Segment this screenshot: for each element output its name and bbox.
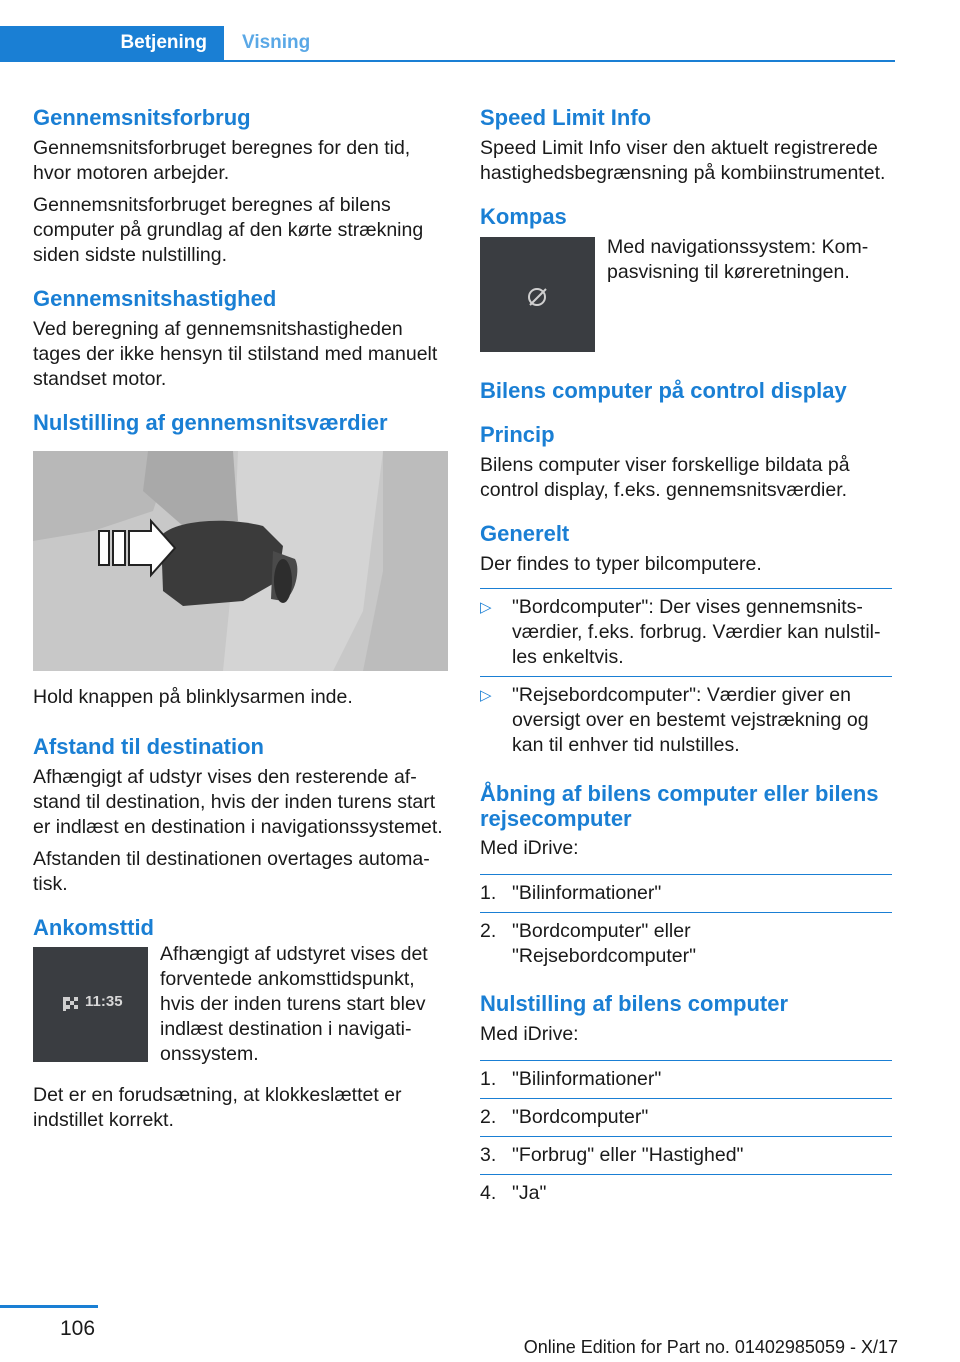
paragraph-distance-1: Afhængigt af udstyr vises den resterende afstand til destination, hvis der inden turens start er indlæst en destination i navigationssystemet.	[33, 766, 443, 838]
step-text: "Forbrug" eller "Hastighed"	[512, 1144, 744, 1166]
paragraph-compass: Med navigationssystem: Kompasvisning til køreretningen.	[607, 236, 869, 283]
heading-principle: Princip	[480, 422, 555, 447]
heading-general: Generelt	[480, 521, 570, 546]
paragraph-general: Der findes to typer bilcomputere.	[480, 553, 762, 575]
paragraph-principle: Bilens computer viser forskellige bildata på control display, f.eks. gennemsnitsværdier.	[480, 454, 850, 501]
triangle-bullet-icon: ▷	[480, 599, 492, 616]
list-item	[480, 1067, 892, 1092]
list-item	[480, 1181, 892, 1206]
paragraph-avg-consumption-1: Gennemsnitsforbruget beregnes for den tid, hvor motoren arbejder.	[33, 137, 411, 184]
page-number: 106	[60, 1317, 96, 1340]
turn-signal-lever-photo	[33, 451, 448, 671]
step-number: 2.	[480, 1106, 497, 1128]
paragraph-idrive-1: Med iDrive:	[480, 837, 579, 859]
left-column	[33, 104, 448, 1133]
bullet-text: "Rejsebordcomputer": Værdier giver en oversigt over en bestemt vejstrækning og kan til enhver tid nulstilles.	[512, 684, 869, 756]
heading-open-computer: Åbning af bilens computer eller bilens rejsecomputer	[480, 781, 879, 831]
list-item	[480, 919, 892, 969]
heading-avg-speed: Gennemsnitshastighed	[33, 286, 277, 311]
compass-icon	[480, 237, 595, 352]
bullet-text: "Bordcomputer": Der vises gennemsnitsværdier, f.eks. forbrug. Værdier kan nulstilles enkeltvis.	[512, 596, 881, 668]
list-item	[480, 1143, 892, 1168]
list-item	[480, 881, 892, 906]
list-divider	[480, 874, 892, 875]
tab-visning[interactable]: Visning	[242, 32, 311, 53]
list-divider	[480, 912, 892, 913]
heading-distance-to-destination: Afstand til destination	[33, 734, 264, 759]
tab-betjening[interactable]: Betjening	[0, 26, 224, 60]
heading-reset-averages: Nulstilling af gennemsnitsværdier	[33, 410, 388, 435]
arrival-time-value: 11:35	[85, 993, 123, 1010]
paragraph-avg-speed: Ved beregning af gennemsnitshastigheden tages der ikke hensyn til stilstand med manuelt standset motor.	[33, 318, 438, 390]
list-divider	[480, 588, 892, 589]
paragraph-clock: Det er en forudsætning, at klokkeslættet er indstillet korrekt.	[33, 1084, 402, 1131]
right-column	[480, 104, 892, 1206]
list-divider	[480, 1136, 892, 1137]
paragraph-speed-limit-info: Speed Limit Info viser den aktuelt registrerede hastighedsbegrænsning på kombiinstrumentet.	[480, 137, 886, 184]
tab-underline	[0, 60, 895, 62]
step-number: 4.	[480, 1182, 497, 1204]
list-divider	[480, 1098, 892, 1099]
step-number: 1.	[480, 1068, 497, 1090]
paragraph-idrive-2: Med iDrive:	[480, 1023, 579, 1045]
heading-reset-computer: Nulstilling af bilens computer	[480, 991, 789, 1016]
step-number: 2.	[480, 920, 497, 942]
step-text: "Bilinformationer"	[512, 1068, 662, 1090]
list-item	[480, 595, 892, 670]
compass-display	[480, 237, 595, 352]
heading-speed-limit-info: Speed Limit Info	[480, 105, 652, 130]
step-text: "Bordcomputer" eller "Rejsebordcomputer"	[512, 920, 697, 967]
triangle-bullet-icon: ▷	[480, 687, 492, 704]
step-text: "Bilinformationer"	[512, 882, 662, 904]
list-divider	[480, 676, 892, 677]
step-text: "Ja"	[512, 1182, 547, 1204]
lever-illustration	[33, 451, 448, 671]
paragraph-avg-consumption-2: Gennemsnitsforbruget beregnes af bilens computer på grundlag af den kørte strækning siden sidste nulstilling.	[33, 194, 424, 266]
header-tabs	[0, 26, 895, 62]
list-divider	[480, 1174, 892, 1175]
footer-accent-line	[0, 1305, 98, 1308]
paragraph-hold-button: Hold knappen på blinklysarmen inde.	[33, 686, 353, 708]
step-number: 3.	[480, 1144, 497, 1166]
list-divider	[480, 1060, 892, 1061]
heading-avg-consumption: Gennemsnitsforbrug	[33, 105, 251, 130]
list-item	[480, 1105, 892, 1130]
step-text: "Bordcomputer"	[512, 1106, 649, 1128]
paragraph-distance-2: Afstanden til destinationen overtages automatisk.	[33, 848, 430, 895]
list-item	[480, 683, 892, 758]
arrival-time-display	[33, 947, 148, 1062]
heading-control-display: Bilens computer på control display	[480, 378, 847, 403]
step-number: 1.	[480, 882, 497, 904]
heading-compass: Kompas	[480, 204, 567, 229]
paragraph-arrival: Afhængigt af udstyret vises det forventede ankomsttidspunkt, hvis der inden turens start blev indlæst destination i navigationssystem.	[160, 943, 428, 1065]
heading-arrival-time: Ankomsttid	[33, 915, 154, 940]
edition-footer: Online Edition for Part no. 01402985059 - X/17	[523, 1337, 898, 1357]
